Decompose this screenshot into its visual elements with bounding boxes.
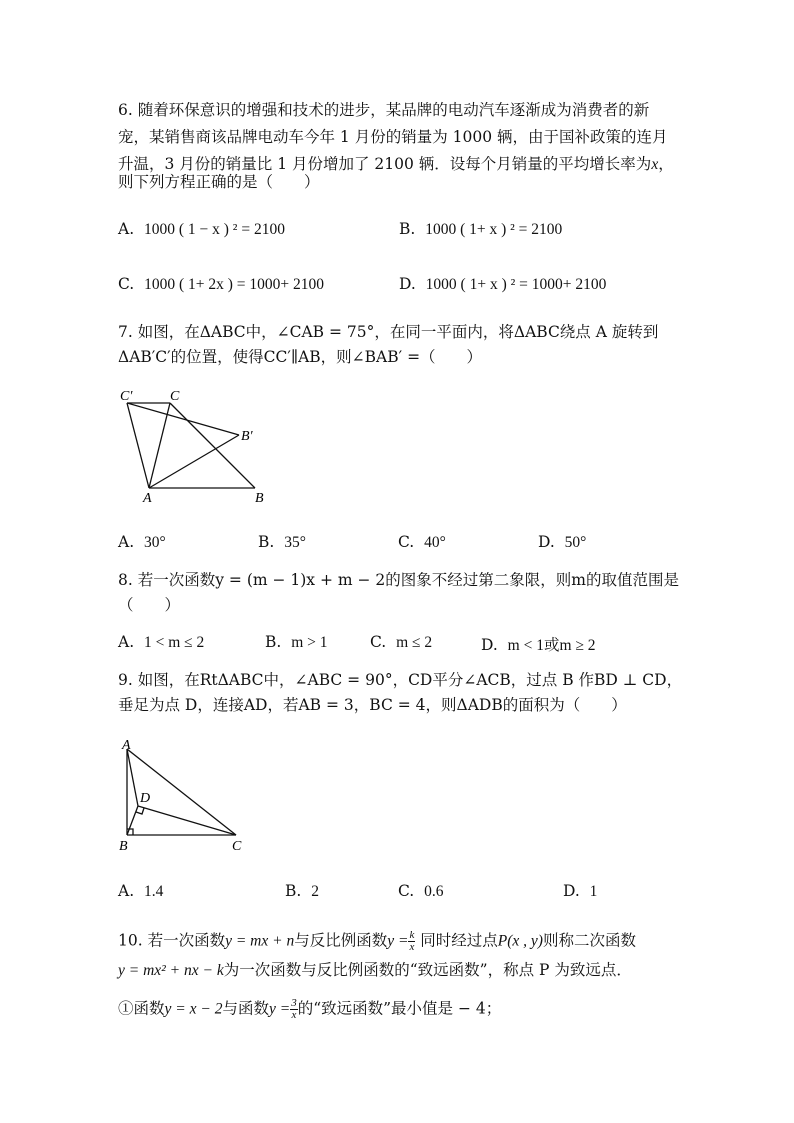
q7-segment-a-bp — [149, 435, 239, 488]
q7-line-2: ΔAB′C′的位置，使得CC′∥AB，则∠BAB′ =（ ） — [118, 348, 483, 366]
q7-label-c: C — [170, 389, 180, 404]
q6-option-a-expr: 1000 ( 1 − x ) ² = 2100 — [143, 221, 285, 238]
q7-segment-cp-bp — [127, 403, 239, 435]
q7-segment-a-c — [149, 403, 170, 488]
q7-option-d: D. 50° — [538, 533, 587, 551]
q6-option-d-expr: 1000 ( 1+ x ) ² = 1000+ 2100 — [425, 276, 607, 293]
q10-quadratic-function: y = mx² + nx − k — [118, 962, 224, 979]
q8-line-2: （ ） — [118, 596, 181, 614]
q9-label-a: A — [122, 738, 131, 753]
q9-label-d: D — [140, 791, 151, 806]
q10-point-p: P(x , y) — [497, 932, 543, 950]
q10-line-1: 10. 若一次函数y = mx + n与反比例函数y = $\frac{k}{x}$ 同时经过点P(x , y)则称二次函数 — [118, 929, 636, 953]
q9-label-b: B — [119, 839, 128, 854]
q6-option-c-expr: 1000 ( 1+ 2x ) = 1000+ 2100 — [144, 276, 325, 293]
q6-option-b-expr: 1000 ( 1+ x ) ² = 2100 — [425, 221, 563, 238]
q9-line-1: 9. 如图，在RtΔABC中，∠ABC = 90°，CD平分∠ACB，过点 B 作BD ⊥ CD， — [118, 671, 683, 689]
q6-variable-x: x — [651, 156, 659, 173]
q8-line-1: 8. 若一次函数y = (m − 1)x + m − 2的图象不经过第二象限，则m的取值范围是 — [118, 571, 679, 589]
q10-fraction-k-over-x: $\frac{k}{x}$ — [409, 929, 415, 953]
q8-option-a: A. 1 < m ≤ 2 — [118, 633, 205, 651]
q10-line-3: ①函数y = x − 2与函数y = $\frac{3}{x}$ 的“致远函数”最小值是 − 4； — [118, 997, 502, 1021]
q10-fraction-3-over-x: $\frac{3}{x}$ — [291, 997, 297, 1021]
q6-option-b: B. 1000 ( 1+ x ) ² = 2100 — [399, 220, 563, 238]
q9-option-c: C. 0.6 — [398, 882, 444, 900]
q9-segment-a-d — [127, 749, 138, 806]
q7-label-a: A — [143, 491, 152, 506]
q6-line-3-end: ， — [658, 155, 674, 173]
q10-line-2: y = mx² + nx − k为一次函数与反比例函数的“致远函数”，称点 P 为致远点． — [118, 961, 632, 979]
q6-line-3-text: 升温，3 月份的销量比 1 月份增加了 2100 辆．设每个月销量的平均增长率为 — [118, 155, 652, 173]
q6-option-d: D. 1000 ( 1+ x ) ² = 1000+ 2100 — [399, 275, 607, 293]
q6-option-c: C. 1000 ( 1+ 2x ) = 1000+ 2100 — [118, 275, 325, 293]
q6-line-2: 宠，某销售商该品牌电动车今年 1 月份的销量为 1000 辆，由于国补政策的连月 — [118, 128, 668, 146]
q8-option-b: B. m > 1 — [265, 633, 328, 651]
q8-option-c: C. m ≤ 2 — [370, 633, 433, 651]
q7-option-c: C. 40° — [398, 533, 446, 551]
q7-label-b: B — [255, 491, 264, 506]
q7-line-1: 7. 如图，在ΔABC中，∠CAB = 75°，在同一平面内，将ΔABC绕点 A 旋转到 — [118, 323, 659, 341]
q7-segment-c-b — [170, 403, 255, 488]
q7-option-a: A. 30° — [118, 533, 166, 551]
q7-label-c-prime: C′ — [120, 389, 133, 404]
q9-option-a: A. 1.4 — [118, 882, 164, 900]
q9-option-d: D. 1 — [563, 882, 598, 900]
q9-line-2: 垂足为点 D，连接AD，若AB = 3，BC = 4，则ΔADB的面积为（ ） — [118, 696, 627, 714]
q9-right-triangle-figure — [112, 735, 252, 855]
q7-label-b-prime: B′ — [241, 429, 253, 444]
q6-line-1: 6. 随着环保意识的增强和技术的进步，某品牌的电动汽车逐渐成为消费者的新 — [118, 101, 650, 119]
q6-line-4: 则下列方程正确的是（ ） — [118, 173, 320, 191]
q8-option-d: D. m < 1或m ≥ 2 — [481, 636, 596, 654]
q10-linear-function: y = mx + n — [225, 932, 295, 950]
q7-rotation-figure — [112, 382, 277, 507]
q9-segment-d-c — [138, 806, 236, 835]
q9-label-c: C — [232, 839, 242, 854]
q7-segment-a-cp — [127, 403, 149, 488]
q6-option-a: A. 1000 ( 1 − x ) ² = 2100 — [118, 220, 285, 238]
q7-option-b: B. 35° — [258, 533, 306, 551]
q9-option-b: B. 2 — [285, 882, 319, 900]
